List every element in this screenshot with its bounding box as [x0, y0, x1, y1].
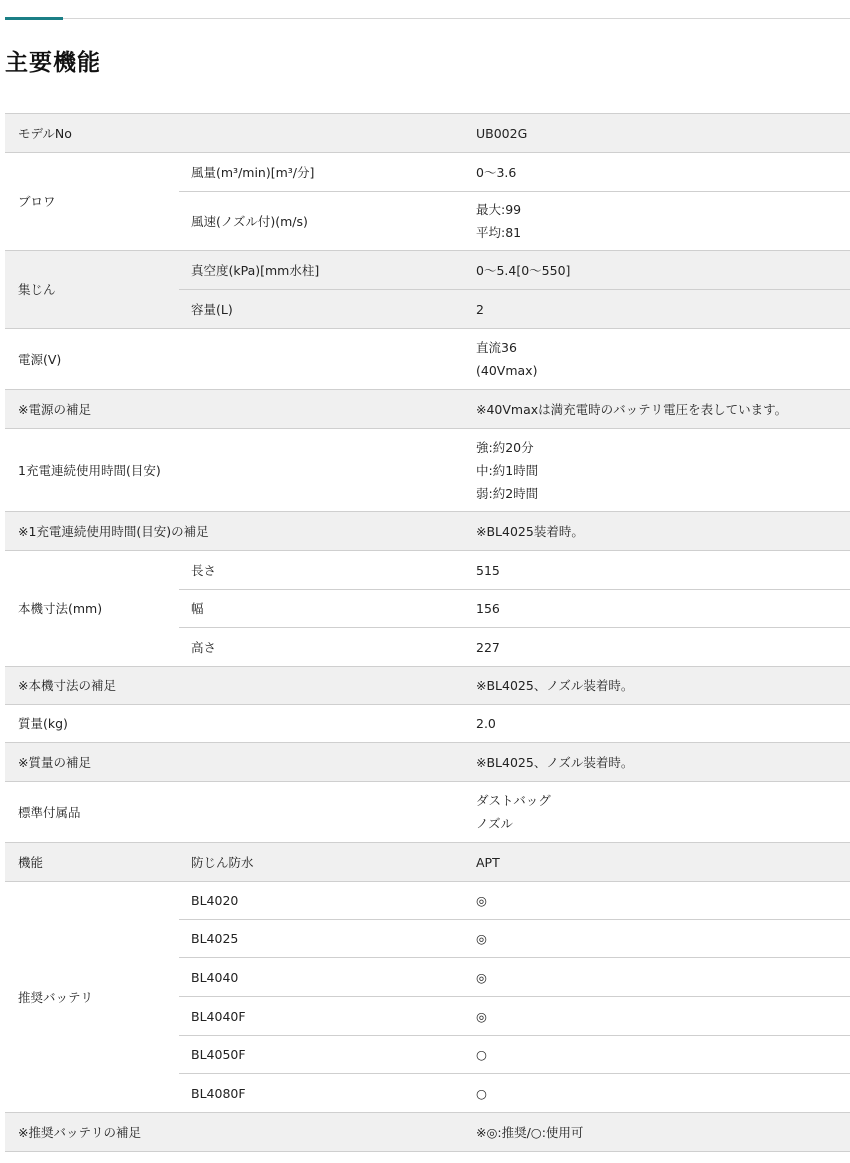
row-label: モデルNo [5, 114, 463, 153]
battery-name: BL4050F [179, 1036, 463, 1074]
row-value: 2.0 [463, 705, 850, 743]
row-sub-label: 防じん防水 [179, 843, 463, 882]
table-row [5, 329, 850, 390]
top-divider [5, 18, 850, 19]
row-label: ※質量の補足 [5, 743, 463, 782]
table-row [5, 705, 850, 743]
value-line: 最大:99 [476, 202, 522, 217]
table-row [5, 153, 850, 192]
row-value: UB002G [463, 114, 850, 153]
battery-mark: ○ [463, 1074, 850, 1113]
page-title: 主要機能 [5, 50, 101, 76]
row-label: ブロワ [5, 153, 179, 251]
battery-mark: ◎ [463, 958, 850, 997]
row-value: APT [463, 843, 850, 882]
row-label: 1充電連続使用時間(目安) [5, 429, 463, 512]
row-label: 集じん [5, 251, 179, 329]
table-row [5, 743, 850, 782]
value-line: 弱:約2時間 [476, 485, 539, 501]
value-line: ダストバッグ [476, 793, 551, 808]
row-value: ※BL4025、ノズル装着時。 [463, 743, 850, 782]
table-row [5, 782, 850, 843]
row-label: 電源(V) [5, 329, 463, 390]
row-value: ※◎:推奨/○:使用可 [463, 1113, 850, 1152]
row-value [463, 782, 850, 843]
table-row [5, 882, 850, 920]
row-value: ※BL4025装着時。 [463, 512, 850, 551]
row-label: 本機寸法(mm) [5, 551, 179, 667]
row-label: 標準付属品 [5, 782, 463, 843]
row-label: ※1充電連続使用時間(目安)の補足 [5, 512, 463, 551]
battery-mark: ◎ [463, 920, 850, 958]
row-value [463, 329, 850, 390]
battery-mark: ○ [463, 1036, 850, 1074]
value-line: 直流36 [476, 340, 517, 355]
row-value: 0〜3.6 [463, 153, 850, 192]
table-row [5, 551, 850, 590]
row-label: ※本機寸法の補足 [5, 667, 463, 705]
row-label: 機能 [5, 843, 179, 882]
row-sub-label: 高さ [179, 628, 463, 667]
row-sub-label: 真空度(kPa)[mm水柱] [179, 251, 463, 290]
battery-name: BL4040 [179, 958, 463, 997]
row-label: ※電源の補足 [5, 390, 463, 429]
row-sub-label: 長さ [179, 551, 463, 590]
value-line: 強:約20分 [476, 439, 534, 455]
battery-mark: ◎ [463, 997, 850, 1036]
table-row [5, 390, 850, 429]
table-row [5, 1113, 850, 1152]
table-row [5, 843, 850, 882]
row-sub-label: 容量(L) [179, 290, 463, 329]
row-value: ※BL4025、ノズル装着時。 [463, 667, 850, 705]
table-row [5, 251, 850, 290]
value-line: ノズル [476, 816, 514, 831]
battery-name: BL4080F [179, 1074, 463, 1113]
value-line: (40Vmax) [476, 363, 538, 378]
value-line: 中:約1時間 [476, 462, 539, 478]
table-row [5, 667, 850, 705]
row-sub-label: 風速(ノズル付)(m/s) [179, 192, 463, 251]
spec-table [5, 113, 850, 1152]
row-sub-label: 幅 [179, 590, 463, 628]
row-value: ※40Vmaxは満充電時のバッテリ電圧を表しています。 [463, 390, 850, 429]
row-value: 156 [463, 590, 850, 628]
table-row [5, 114, 850, 153]
table-row [5, 429, 850, 512]
row-sub-label: 風量(m³/min)[m³/分] [179, 153, 463, 192]
row-value: 2 [463, 290, 850, 329]
battery-name: BL4025 [179, 920, 463, 958]
battery-name: BL4040F [179, 997, 463, 1036]
row-label: 質量(kg) [5, 705, 463, 743]
battery-name: BL4020 [179, 882, 463, 920]
row-value [463, 192, 850, 251]
row-value: 515 [463, 551, 850, 590]
top-accent-bar [5, 17, 63, 20]
table-row [5, 512, 850, 551]
row-value: 0〜5.4[0〜550] [463, 251, 850, 290]
row-value [463, 429, 850, 512]
battery-mark: ◎ [463, 882, 850, 920]
row-value: 227 [463, 628, 850, 667]
row-label: 推奨バッテリ [5, 882, 179, 1113]
value-line: 平均:81 [476, 225, 522, 240]
row-label: ※推奨バッテリの補足 [5, 1113, 463, 1152]
